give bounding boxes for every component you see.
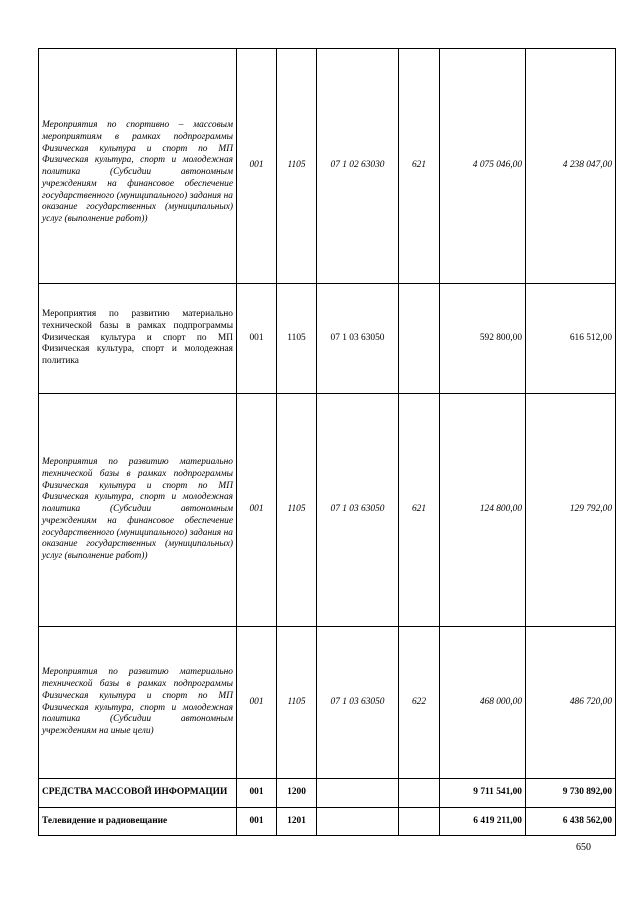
amount-year2-cell: 129 792,00	[526, 394, 616, 627]
row-description: Мероприятия по спортивно – массовым мероприятиям в рамках подпрограммы Физическая культура и спорт по МП Физическая культура, спорт и молодежная политика (Субсидии автономным учреждениям на финансовое обеспечение государственного (муниципального) задания на оказание государственных (муниципальных) услуг (выполнение работ))	[39, 49, 237, 284]
amount-year2-cell: 6 438 562,00	[526, 808, 616, 836]
expense-type-cell	[399, 284, 440, 394]
amount-year1-cell: 9 711 541,00	[440, 779, 526, 808]
row-description: Мероприятия по развитию материально технической базы в рамках подпрограммы Физическая культура и спорт по МП Физическая культура, спорт и молодежная политика	[39, 284, 237, 394]
amount-year2-cell: 486 720,00	[526, 627, 616, 779]
target-article-cell: 07 1 03 63050	[317, 284, 399, 394]
target-article-cell	[317, 808, 399, 836]
table-row	[39, 49, 616, 284]
ved-code-cell: 001	[237, 779, 277, 808]
amount-year2-cell: 616 512,00	[526, 284, 616, 394]
expense-type-cell	[399, 808, 440, 836]
expense-type-cell	[399, 779, 440, 808]
page-number: 650	[576, 842, 591, 853]
target-article-cell: 07 1 03 63050	[317, 627, 399, 779]
section-code-cell: 1105	[277, 627, 317, 779]
expense-type-cell: 621	[399, 49, 440, 284]
target-article-cell	[317, 779, 399, 808]
table-row	[39, 779, 616, 808]
row-description: Мероприятия по развитию материально технической базы в рамках подпрограммы Физическая культура и спорт по МП Физическая культура, спорт и молодежная политика (Субсидии автономным учреждениям на иные цели)	[39, 627, 237, 779]
row-description: Мероприятия по развитию материально технической базы в рамках подпрограммы Физическая культура и спорт по МП Физическая культура, спорт и молодежная политика (Субсидии автономным учреждениям на финансовое обеспечение государственного (муниципального) задания на оказание государственных (муниципальных) услуг (выполнение работ))	[39, 394, 237, 627]
budget-table	[38, 48, 616, 836]
expense-type-cell: 621	[399, 394, 440, 627]
amount-year1-cell: 6 419 211,00	[440, 808, 526, 836]
section-code-cell: 1105	[277, 49, 317, 284]
ved-code-cell: 001	[237, 284, 277, 394]
ved-code-cell: 001	[237, 627, 277, 779]
row-description: Телевидение и радиовещание	[39, 808, 237, 836]
amount-year2-cell: 4 238 047,00	[526, 49, 616, 284]
ved-code-cell: 001	[237, 394, 277, 627]
amount-year1-cell: 592 800,00	[440, 284, 526, 394]
expense-type-cell: 622	[399, 627, 440, 779]
section-code-cell: 1105	[277, 394, 317, 627]
table-row	[39, 627, 616, 779]
target-article-cell: 07 1 02 63030	[317, 49, 399, 284]
section-code-cell: 1201	[277, 808, 317, 836]
ved-code-cell: 001	[237, 808, 277, 836]
section-code-cell: 1200	[277, 779, 317, 808]
table-row	[39, 394, 616, 627]
row-description: СРЕДСТВА МАССОВОЙ ИНФОРМАЦИИ	[39, 779, 237, 808]
table-row	[39, 808, 616, 836]
ved-code-cell: 001	[237, 49, 277, 284]
table-row	[39, 284, 616, 394]
amount-year2-cell: 9 730 892,00	[526, 779, 616, 808]
target-article-cell: 07 1 03 63050	[317, 394, 399, 627]
amount-year1-cell: 4 075 046,00	[440, 49, 526, 284]
amount-year1-cell: 124 800,00	[440, 394, 526, 627]
amount-year1-cell: 468 000,00	[440, 627, 526, 779]
section-code-cell: 1105	[277, 284, 317, 394]
